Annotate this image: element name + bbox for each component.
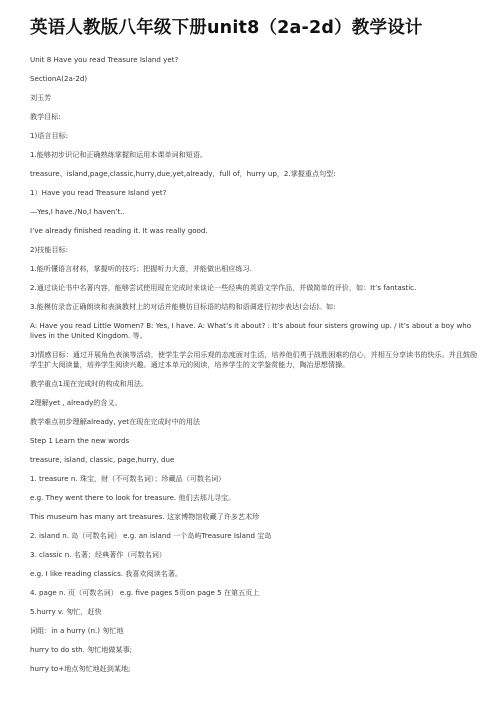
body-line: 教学难点初步理解already, yet在现在完成时中的用法: [30, 417, 201, 426]
body-line: treasure, island, classic, page,hurry, due: [30, 455, 175, 464]
body-line: 2)技能目标:: [30, 245, 69, 254]
body-line: 教学目标:: [30, 112, 61, 121]
body-line: 教学重点1现在完成时的构成和用法。: [30, 379, 149, 388]
body-line: e.g. I like reading classics. 我喜欢阅读名著。: [30, 569, 183, 578]
body-line: 刘玉芳: [30, 93, 52, 102]
body-line: 2理解yet , already的含义。: [30, 398, 122, 407]
document-title: 英语人教版八年级下册unit8（2a-2d）教学设计: [30, 18, 423, 38]
document-body: [30, 55, 482, 674]
body-line: 3)情感目标：通过开展角色表演等活动，使学生学会用乐观的态度面对生活，培养他们勇于战胜困难的信心，并相互分享读书的快乐。并且鼓励学生扩大阅读量，培养学生阅读兴趣。通过本单元的阅读，培养学生的文学鉴赏能力，陶冶思想情操。: [30, 350, 478, 369]
body-line: hurry to+地点匆忙地赶到某地;: [30, 664, 131, 673]
body-line: treasure、island,page,classic,hurry,due,yet,already，full of，hurry up，2.掌握重点句型:: [30, 169, 336, 178]
body-line: 5.hurry v. 匆忙，赶快: [30, 607, 102, 616]
body-line: 2. island n. 岛（可数名词） e.g. an island 一个岛屿Treasure Island 宝岛: [30, 531, 272, 540]
body-line: 3.能模仿录音正确朗读和表演教材上的对话并能模仿目标语的结构和语调进行初步表达(会话)。如:: [30, 302, 336, 311]
body-line: I’ve already finished reading it. It was really good.: [30, 226, 208, 235]
body-line: 4. page n. 页（可数名词） e.g. five pages 5页on page 5 在第五页上: [30, 588, 260, 597]
body-line: Step 1 Learn the new words: [30, 436, 130, 445]
body-line: 1)语言目标:: [30, 131, 69, 140]
body-line: —Yes,I have./No,I haven’t..: [30, 207, 125, 216]
body-line: 1）Have you read Treasure Island yet?: [30, 188, 167, 197]
body-line: A: Have you read Little Women? B: Yes, I have. A: What’s it about? : It’s about four sisters growing up. / It’s about a boy who lives in the United Kingdom. 等。: [30, 321, 472, 340]
body-line: 1.能够初步识记和正确熟练掌握和运用本课单词和短语。: [30, 150, 208, 159]
body-line: 词组：in a hurry (n.) 匆忙地: [30, 626, 124, 635]
body-line: SectionA(2a-2d): [30, 74, 88, 83]
body-line: hurry to do sth. 匆忙地做某事;: [30, 645, 133, 654]
body-line: 2.通过谈论书中名著内容，能够尝试使用现在完成时来谈论一些经典的英语文学作品，并做简单的评价，如：It’s fantastic.: [30, 283, 417, 292]
body-line: 1.能听懂语言材料，掌握听的技巧；把握听力大意，并能做出相应练习.: [30, 264, 252, 273]
body-line: Unit 8 Have you read Treasure Island yet?: [30, 55, 179, 64]
body-line: This museum has many art treasures. 这家博物馆收藏了许多艺术珍: [30, 512, 260, 521]
body-line: e.g. They went there to look for treasure. 他们去那儿寻宝。: [30, 493, 236, 502]
body-line: 3. classic n. 名著；经典著作（可数名词）: [30, 550, 166, 559]
body-line: 1. treasure n. 珠宝，财（不可数名词）；珍藏品（可数名词）: [30, 474, 226, 483]
